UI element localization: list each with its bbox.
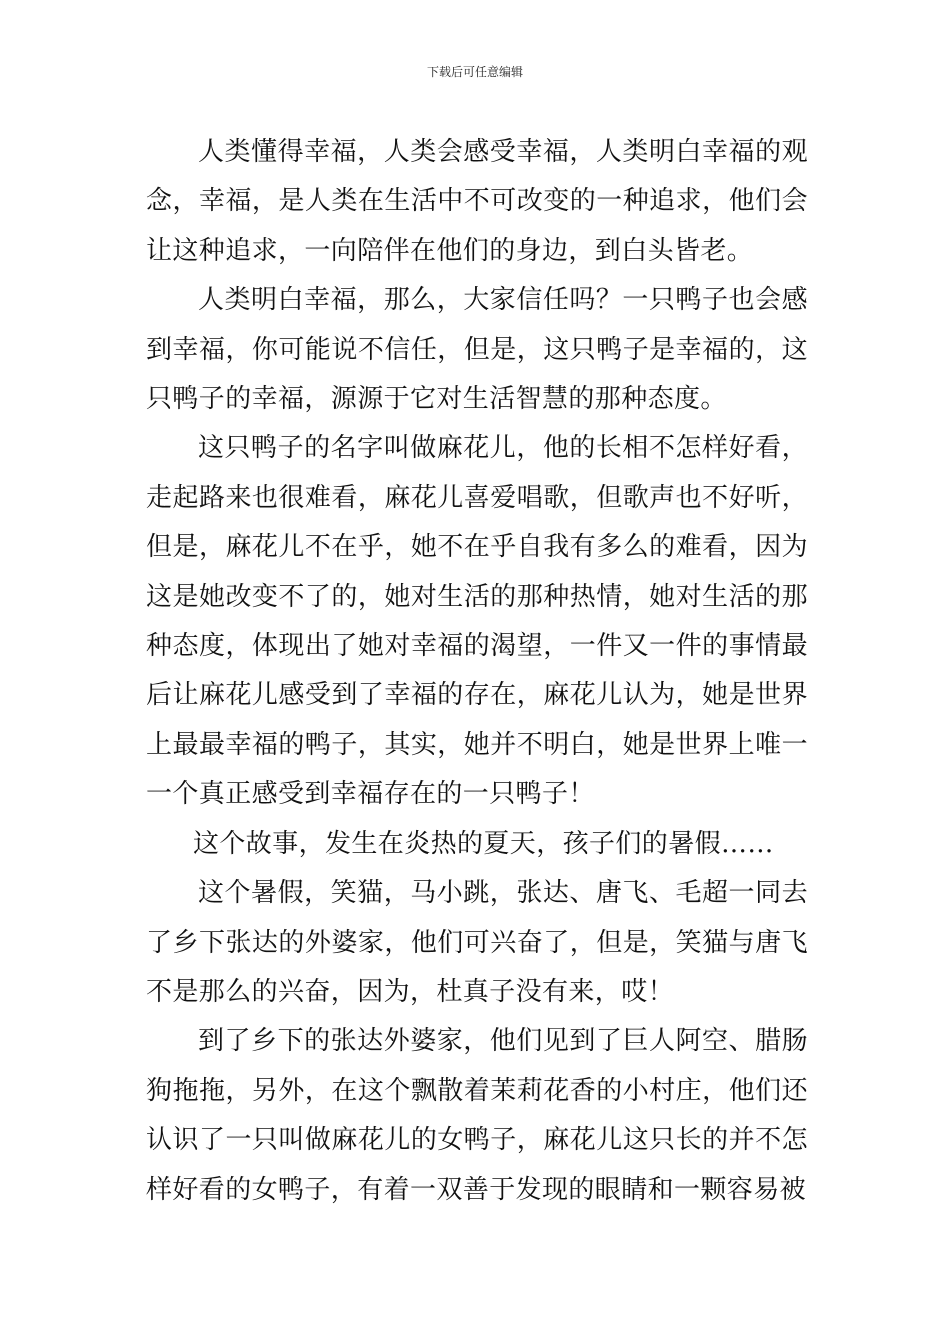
paragraph-3: 这只鸭子的名字叫做麻花儿，他的长相不怎样好看，走起路来也很难看，麻花儿喜爱唱歌，但歌声也不好听，但是，麻花儿不在乎，她不在乎自我有多么的难看，因为这是她改变不了的，她对生活的那种热情，她对生活的那种态度，体现出了她对幸福的渴望，一件又一件的事情最后让麻花儿感受到了幸福的存在，麻花儿认为，她是世界上最最幸福的鸭子，其实，她并不明白，她是世界上唯一一个真正感受到幸福存在的一只鸭子！: [146, 433, 808, 810]
paragraph-6: 到了乡下的张达外婆家，他们见到了巨人阿空、腊肠狗拖拖，另外，在这个飘散着茉莉花香的小村庄，他们还认识了一只叫做麻花儿的女鸭子，麻花儿这只长的并不怎样好看的女鸭子，有着一双善于发现的眼睛和一颗容易被: [146, 1026, 808, 1205]
body-text: [146, 128, 808, 1215]
page-header: 下载后可任意编辑: [426, 65, 523, 79]
paragraph-1: 人类懂得幸福，人类会感受幸福，人类明白幸福的观念，幸福，是人类在生活中不可改变的一种追求，他们会让这种追求，一向陪伴在他们的身边，到白头皆老。: [146, 137, 808, 266]
paragraph-4: 这个故事，发生在炎热的夏天，孩子们的暑假……: [193, 828, 774, 859]
paragraph-5: 这个暑假，笑猫，马小跳，张达、唐飞、毛超一同去了乡下张达的外婆家，他们可兴奋了，但是，笑猫与唐飞不是那么的兴奋，因为，杜真子没有来，哎！: [146, 878, 808, 1007]
paragraph-2: 人类明白幸福，那么，大家信任吗？一只鸭子也会感到幸福，你可能说不信任，但是，这只鸭子是幸福的，这只鸭子的幸福，源源于它对生活智慧的那种态度。: [146, 285, 808, 415]
